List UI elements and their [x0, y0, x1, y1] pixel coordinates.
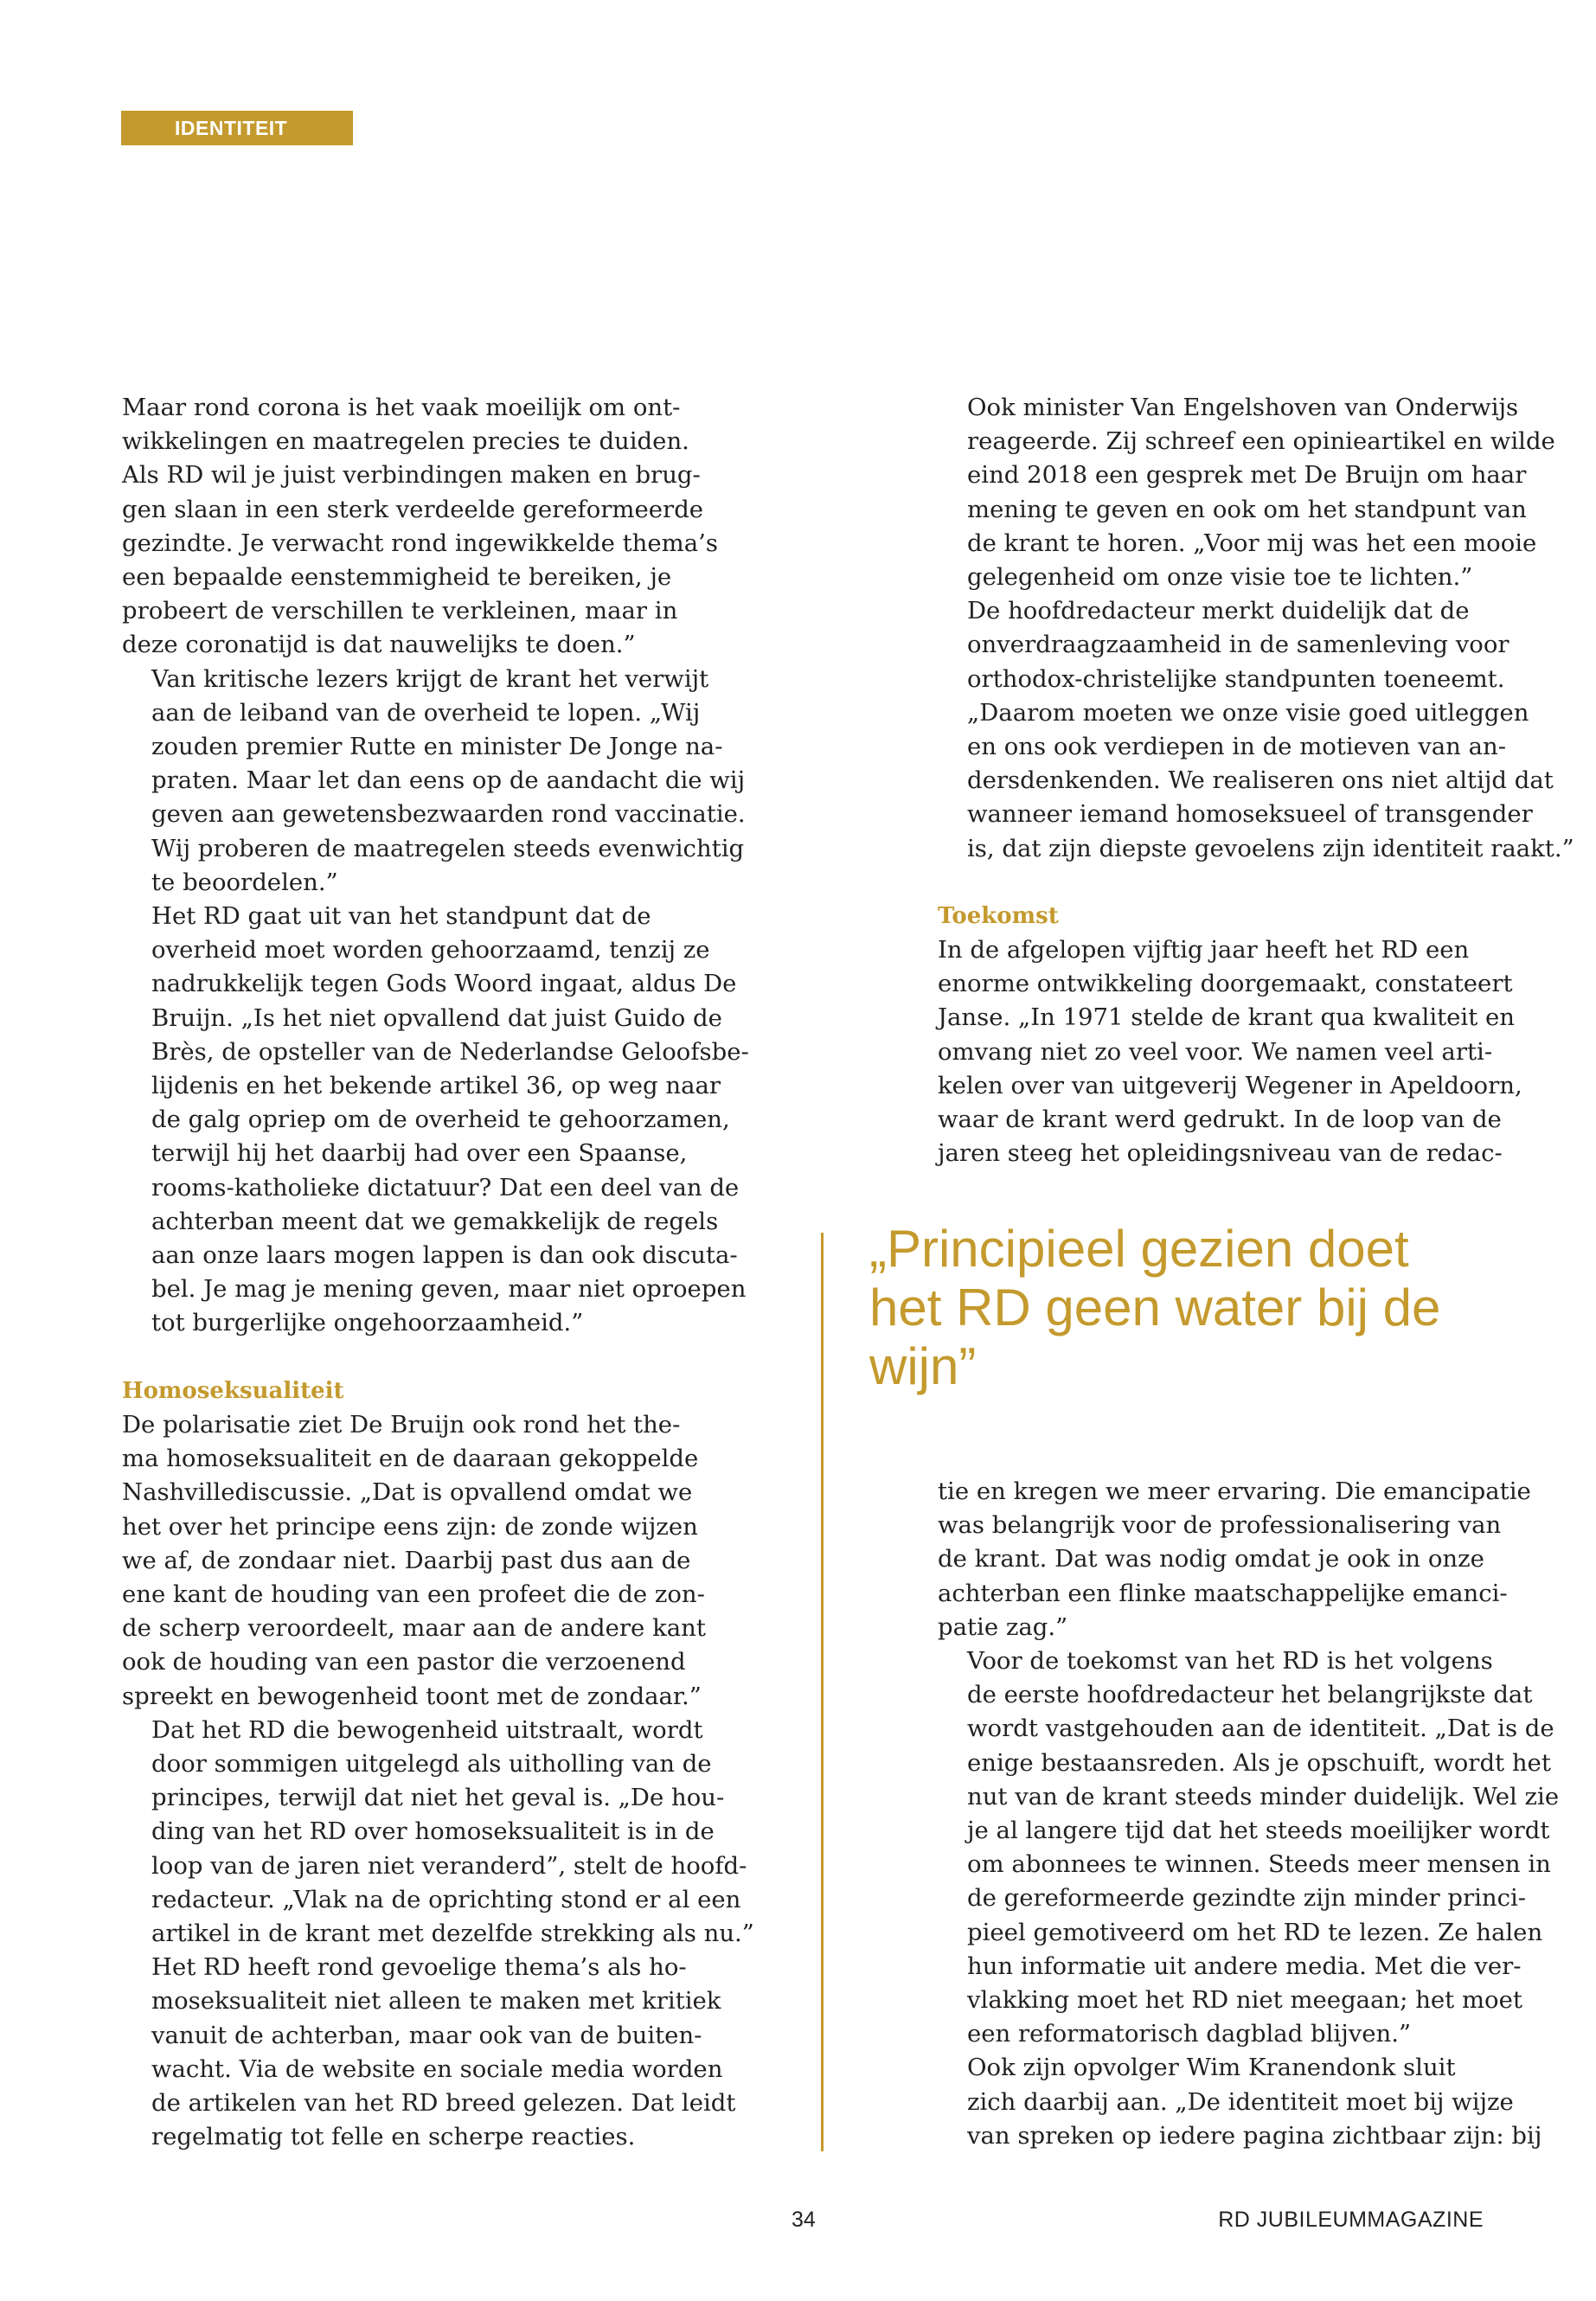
paragraph: [938, 1475, 1531, 1644]
text-line: aan onze laars mogen lappen is dan ook discuta-: [151, 1241, 738, 1270]
paragraph: [122, 1408, 706, 1714]
text-line: zouden premier Rutte en minister De Jonge na-: [151, 733, 723, 761]
text-line: een reformatorisch dagblad blijven.”: [967, 2020, 1412, 2048]
text-line: nadrukkelijk tegen Gods Woord ingaat, aldus De: [151, 970, 737, 998]
text-line: een bepaalde eenstemmigheid te bereiken, je: [122, 563, 672, 592]
text-line: Het RD heeft rond gevoelige thema’s als ho-: [151, 1953, 687, 1982]
text-line: Maar rond corona is het vaak moeilijk om ont-: [122, 394, 681, 421]
text-line: loop van de jaren niet veranderd”, stelt de hoofd-: [151, 1851, 747, 1880]
text-line: moseksualiteit niet alleen te maken met kritiek: [151, 1987, 721, 2016]
text-line: omvang niet zo veel voor. We namen veel arti-: [938, 1037, 1493, 1066]
section-heading-homoseksualiteit: Homoseksualiteit: [122, 1377, 344, 1404]
text-line: vanuit de achterban, maar ook van de buiten-: [151, 2021, 702, 2049]
text-line: je al langere tijd dat het steeds moeilijker wordt: [967, 1817, 1550, 1845]
paragraph: [122, 1951, 736, 2154]
text-line: Het RD gaat uit van het standpunt dat de: [151, 902, 651, 931]
left-column: [122, 391, 754, 2154]
text-line: ma homoseksualiteit en de daaraan gekoppelde: [122, 1445, 699, 1473]
text-line: Van kritische lezers krijgt de krant het verwijt: [151, 664, 709, 693]
text-line: praten. Maar let dan eens op de aandacht die wij: [151, 766, 746, 795]
text-line: probeert de verschillen te verkleinen, maar in: [122, 597, 678, 625]
text-line: nut van de krant steeds minder duidelijk. Wel zie: [967, 1782, 1560, 1811]
text-line: rooms-katholieke dictatuur? Dat een deel van de: [151, 1173, 740, 1202]
text-line: reageerde. Zij schreef een opinieartikel en wilde: [967, 427, 1555, 456]
text-line: door sommigen uitgelegd als uitholling van de: [151, 1749, 712, 1778]
text-line: pieel gemotiveerd om het RD te lezen. Ze halen: [967, 1918, 1543, 1946]
text-line: Janse. „In 1971 stelde de krant qua kwaliteit en: [938, 1003, 1516, 1032]
text-line: en ons ook verdiepen in de motieven van an-: [967, 733, 1506, 761]
paragraph: [122, 391, 718, 663]
text-line: gen slaan in een sterk verdeelde gereformeerde: [122, 495, 704, 523]
text-line: aan de leiband van de overheid te lopen. „Wij: [151, 698, 701, 727]
text-line: de gereformeerde gezindte zijn minder princi-: [967, 1884, 1527, 1913]
text-line: dersdenkenden. We realiseren ons niet altijd dat: [967, 766, 1554, 795]
right-column-bottom: [938, 1475, 1560, 2153]
text-line: In de afgelopen vijftig jaar heeft het RD een: [938, 936, 1470, 965]
text-line: ding van het RD over homoseksualiteit is in de: [151, 1817, 715, 1846]
text-line: De polarisatie ziet De Bruijn ook rond het the-: [122, 1410, 681, 1439]
text-line: wacht. Via de website en sociale media worden: [151, 2054, 723, 2083]
text-line: patie zag.”: [938, 1612, 1068, 1641]
text-line: Voor de toekomst van het RD is het volgens: [967, 1647, 1493, 1676]
text-line: hun informatie uit andere media. Met die ver-: [967, 1952, 1522, 1980]
text-line: de artikelen van het RD breed gelezen. Dat leidt: [151, 2088, 736, 2117]
paragraph: [122, 900, 749, 1341]
text-line: we af, de zondaar niet. Daarbij past dus aan de: [122, 1546, 691, 1574]
text-line: de krant te horen. „Voor mij was het een mooie: [967, 529, 1537, 557]
text-line: terwijl hij het daarbij had over een Spaanse,: [151, 1139, 688, 1168]
text-line: de eerste hoofdredacteur het belangrijkste dat: [967, 1681, 1533, 1709]
text-line: Wij proberen de maatregelen steeds evenwichtig: [151, 834, 745, 862]
text-line: Ook minister Van Engelshoven van Onderwijs: [967, 394, 1519, 421]
text-line: Nashvillediscussie. „Dat is opvallend omdat we: [122, 1478, 693, 1507]
text-line: ene kant de houding van een profeet die de zon-: [122, 1580, 705, 1608]
text-line: ook de houding van een pastor die verzoenend: [122, 1648, 686, 1676]
text-line: De hoofdredacteur merkt duidelijk dat de: [967, 597, 1470, 625]
text-line: principes, terwijl dat niet het geval is. „De hou-: [151, 1784, 725, 1812]
text-line: de krant. Dat was nodig omdat je ook in onze: [938, 1545, 1484, 1574]
text-line: Dat het RD die bewogenheid uitstraalt, wordt: [151, 1715, 703, 1744]
magazine-title: RD JUBILEUMMAGAZINE: [1218, 2208, 1484, 2232]
text-line: „Principieel gezien doet: [869, 1220, 1409, 1278]
text-line: wanneer iemand homoseksueel of transgender: [967, 800, 1533, 829]
paragraph: [938, 391, 1555, 594]
text-line: de galg opriep om de overheid te gehoorzamen,: [151, 1106, 730, 1134]
text-line: om abonnees te winnen. Steeds meer mensen in: [967, 1850, 1551, 1879]
text-line: tot burgerlijke ongehoorzaamheid.”: [151, 1309, 584, 1337]
text-line: wijn”: [869, 1337, 977, 1395]
text-line: Bruijn. „Is het niet opvallend dat juist Guido de: [151, 1003, 722, 1032]
text-line: kelen over van uitgeverij Wegener in Apeldoorn,: [938, 1071, 1522, 1099]
text-line: artikel in de krant met dezelfde strekking als nu.”: [151, 1919, 754, 1947]
text-line: wikkelingen en maatregelen precies te duiden.: [122, 427, 689, 456]
text-line: deze coronatijd is dat nauwelijks te doen.”: [122, 631, 636, 659]
text-line: achterban een flinke maatschappelijke emanci-: [938, 1579, 1508, 1607]
text-line: het RD geen water bij de: [869, 1279, 1441, 1336]
text-line: bel. Je mag je mening geven, maar niet oproepen: [151, 1275, 747, 1304]
pull-quote-rule: [821, 1233, 824, 2151]
text-line: was belangrijk voor de professionalisering van: [938, 1511, 1502, 1540]
paragraph: [938, 2051, 1542, 2153]
text-line: zich daarbij aan. „De identiteit moet bij wijze: [967, 2087, 1514, 2116]
text-line: Brès, de opsteller van de Nederlandse Geloofsbe-: [151, 1037, 749, 1066]
text-line: enige bestaansreden. Als je opschuift, wordt het: [967, 1748, 1551, 1777]
paragraph: [938, 1644, 1560, 2051]
text-line: Ook zijn opvolger Wim Kranendonk sluit: [967, 2054, 1456, 2082]
text-line: vlakking moet het RD niet meegaan; het moet: [967, 1986, 1522, 2015]
text-line: te beoordelen.”: [151, 868, 338, 896]
text-line: Als RD wil je juist verbindingen maken en brug-: [122, 461, 701, 490]
paragraph: [938, 933, 1522, 1170]
text-line: gezindte. Je verwacht rond ingewikkelde thema’s: [122, 529, 718, 557]
text-line: onverdraagzaamheid in de samenleving voor: [967, 631, 1509, 659]
text-line: orthodox-christelijke standpunten toeneemt.: [967, 664, 1505, 693]
text-line: het over het principe eens zijn: de zonde wijzen: [122, 1512, 698, 1541]
text-line: enorme ontwikkeling doorgemaakt, constateert: [938, 970, 1513, 998]
paragraph: [938, 594, 1574, 866]
text-line: mening te geven en ook om het standpunt van: [967, 495, 1527, 523]
section-label: IDENTITEIT: [121, 111, 353, 145]
text-line: regelmatig tot felle en scherpe reacties.: [151, 2123, 636, 2151]
right-column-top: [938, 391, 1574, 1170]
text-line: spreekt en bewogenheid toont met de zondaar.”: [122, 1682, 702, 1710]
text-line: redacteur. „Vlak na de oprichting stond er al een: [151, 1885, 741, 1913]
text-line: lijdenis en het bekende artikel 36, op weg naar: [151, 1072, 721, 1100]
text-line: jaren steeg het opleidingsniveau van de redac-: [938, 1139, 1503, 1168]
text-line: waar de krant werd gedrukt. In de loop van de: [938, 1106, 1502, 1134]
section-heading-toekomst: Toekomst: [938, 902, 1059, 929]
text-line: achterban meent dat we gemakkelijk de regels: [151, 1207, 719, 1235]
text-line: van spreken op iedere pagina zichtbaar zijn: bij: [967, 2121, 1542, 2150]
text-line: gelegenheid om onze visie toe te lichten.”: [967, 563, 1473, 592]
text-line: „Daarom moeten we onze visie goed uitleggen: [967, 698, 1529, 727]
text-line: geven aan gewetensbezwaarden rond vaccinatie.: [151, 800, 746, 829]
text-line: de scherp veroordeelt, maar aan de andere kant: [122, 1614, 706, 1643]
text-line: is, dat zijn diepste gevoelens zijn identiteit raakt.”: [967, 834, 1574, 862]
paragraph: [122, 663, 746, 900]
text-line: overheid moet worden gehoorzaamd, tenzij ze: [151, 936, 710, 965]
pull-quote: [869, 1220, 1492, 1396]
text-line: eind 2018 een gesprek met De Bruijn om haar: [967, 461, 1527, 490]
page-number: 34: [792, 2208, 816, 2232]
paragraph: [122, 1714, 754, 1951]
text-line: wordt vastgehouden aan de identiteit. „Dat is de: [967, 1715, 1554, 1743]
text-line: tie en kregen we meer ervaring. Die emancipatie: [938, 1477, 1531, 1505]
